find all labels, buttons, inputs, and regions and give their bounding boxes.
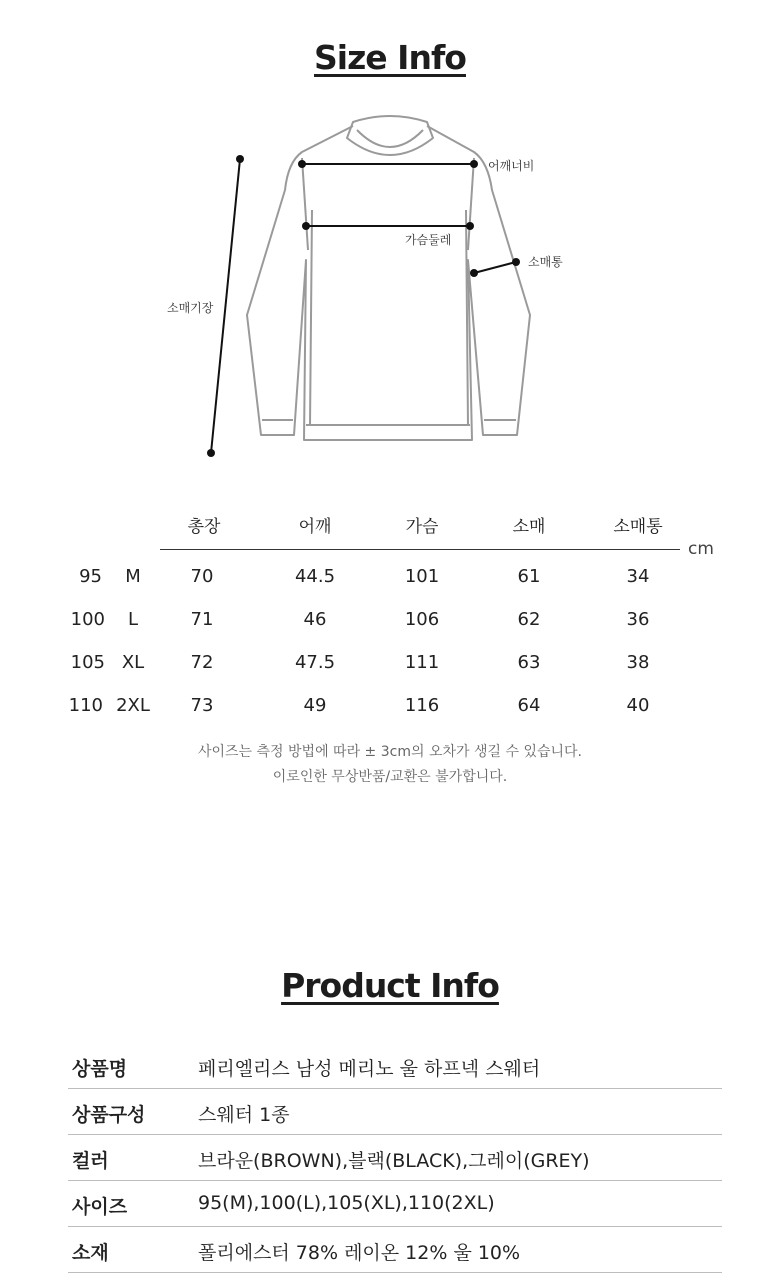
product-info-row <box>68 1135 722 1181</box>
shoulder-width-label: 어깨너비 <box>488 159 535 173</box>
table-cell: 71 <box>190 609 214 630</box>
table-cell: 72 <box>190 652 214 673</box>
table-cell: 64 <box>517 695 541 716</box>
size-note: 사이즈는 측정 방법에 따라 ± 3cm의 오차가 생길 수 있습니다. <box>197 744 582 760</box>
column-header: 소매 <box>512 517 546 537</box>
table-cell: 116 <box>404 695 440 716</box>
product-info-row <box>68 1089 722 1135</box>
table-cell: 73 <box>190 695 214 716</box>
column-header: 소매통 <box>613 517 663 537</box>
row-key: 컬러 <box>72 1150 109 1172</box>
row-value: 브라운(BROWN),블랙(BLACK),그레이(GREY) <box>198 1150 590 1172</box>
sweater-size-diagram <box>150 110 580 470</box>
row-key: 상품구성 <box>72 1104 146 1126</box>
size-number: 105 <box>70 652 105 673</box>
row-key: 사이즈 <box>72 1196 128 1218</box>
size-note: 이로인한 무상반품/교환은 불가합니다. <box>272 769 508 785</box>
row-value: 페리엘리스 남성 메리노 울 하프넥 스웨터 <box>198 1058 541 1080</box>
row-key: 소재 <box>72 1242 109 1264</box>
product-info-title: Product Info <box>281 966 499 1005</box>
table-cell: 62 <box>517 609 541 630</box>
product-info-row <box>68 1227 722 1273</box>
size-info-title: Size Info <box>314 38 466 77</box>
table-cell: 111 <box>404 652 440 673</box>
size-label: 2XL <box>116 695 150 716</box>
size-number: 95 <box>79 566 102 587</box>
table-cell: 46 <box>303 609 327 630</box>
table-cell: 101 <box>404 566 440 587</box>
header-divider <box>160 549 680 550</box>
table-cell: 40 <box>626 695 650 716</box>
size-label: XL <box>121 652 145 673</box>
row-divider <box>68 1272 722 1273</box>
sleeve-width-label: 소매통 <box>528 255 563 269</box>
table-cell: 34 <box>626 566 650 587</box>
table-cell: 70 <box>190 566 214 587</box>
table-cell: 106 <box>404 609 440 630</box>
column-header: 가슴 <box>405 517 439 537</box>
size-label: M <box>125 566 141 587</box>
table-cell: 61 <box>517 566 541 587</box>
column-header: 어깨 <box>298 517 332 537</box>
column-header: 총장 <box>187 517 221 537</box>
sleeve-length-label: 소매기장 <box>167 301 214 315</box>
size-number: 110 <box>68 695 103 716</box>
table-cell: 44.5 <box>294 566 336 587</box>
row-value: 스웨터 1종 <box>198 1104 290 1126</box>
table-cell: 63 <box>517 652 541 673</box>
product-info-row <box>68 1181 722 1227</box>
row-value: 폴리에스터 78% 레이온 12% 울 10% <box>198 1242 521 1264</box>
table-cell: 38 <box>626 652 650 673</box>
chest-label: 가슴둘레 <box>405 233 452 247</box>
table-cell: 49 <box>303 695 327 716</box>
table-cell: 36 <box>626 609 650 630</box>
row-value: 95(M),100(L),105(XL),110(2XL) <box>198 1192 495 1214</box>
unit-label: cm <box>688 539 714 559</box>
size-label: L <box>127 609 139 630</box>
row-key: 상품명 <box>72 1058 128 1080</box>
table-cell: 47.5 <box>294 652 336 673</box>
size-number: 100 <box>70 609 105 630</box>
product-info-row <box>68 1043 722 1089</box>
